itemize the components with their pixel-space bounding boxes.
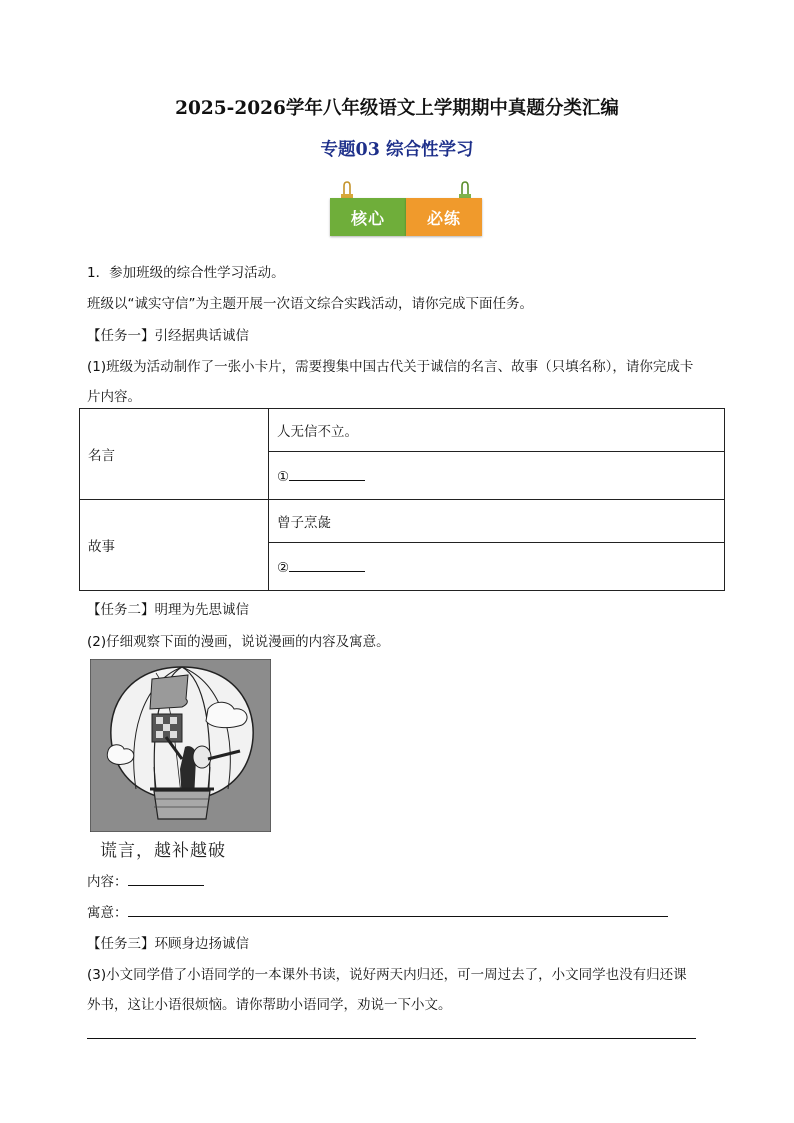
card-proverb-blank[interactable]: ① [269, 452, 725, 500]
task2-heading: 【任务二】明理为先思诚信 [87, 602, 249, 618]
badge-right-label: 必练 [406, 198, 482, 236]
task3-heading: 【任务三】环顾身边扬诚信 [87, 936, 249, 952]
question-intro: 班级以“诚实守信”为主题开展一次语文综合实践活动，请你完成下面任务。 [87, 296, 533, 312]
meaning-answer-row: 寓意： [87, 901, 668, 921]
answer-blank[interactable] [289, 466, 365, 481]
card-story-blank[interactable]: ② [269, 543, 725, 591]
document-subtitle: 专题03 综合性学习 [320, 140, 474, 160]
answer-blank[interactable] [289, 557, 365, 572]
task3-question-line2: 外书，这让小语很烦恼。请你帮助小语同学，劝说一下小文。 [87, 997, 452, 1013]
task1-question-line1: (1)班级为活动制作了一张小卡片，需要搜集中国古代关于诚信的名言、故事（只填名称），请你完成卡 [87, 359, 694, 375]
meaning-answer-blank[interactable] [128, 902, 668, 917]
proverb-story-card [79, 408, 725, 591]
task2-question: (2)仔细观察下面的漫画，说说漫画的内容及寓意。 [87, 634, 390, 650]
core-practice-badge [330, 180, 482, 238]
content-answer-row: 内容： [87, 870, 204, 890]
badge-left-label: 核心 [330, 198, 406, 236]
hot-air-balloon-cartoon [90, 659, 271, 832]
task3-answer-line[interactable] [87, 1038, 696, 1039]
task1-heading: 【任务一】引经据典话诚信 [87, 328, 249, 344]
card-label-proverb: 名言 [80, 409, 269, 500]
card-label-story: 故事 [80, 500, 269, 591]
content-answer-blank[interactable] [128, 871, 204, 886]
card-story-given: 曾子烹彘 [269, 500, 725, 543]
document-title: 2025-2026学年八年级语文上学期期中真题分类汇编 [175, 98, 619, 119]
task3-question-line1: (3)小文同学借了小语同学的一本课外书读，说好两天内归还，可一周过去了，小文同学也没有归还课 [87, 967, 687, 983]
cartoon-caption: 谎言，越补越破 [100, 841, 226, 861]
card-proverb-given: 人无信不立。 [269, 409, 725, 452]
task1-question-line2: 片内容。 [87, 389, 141, 405]
question-number: 1．参加班级的综合性学习活动。 [87, 265, 285, 281]
